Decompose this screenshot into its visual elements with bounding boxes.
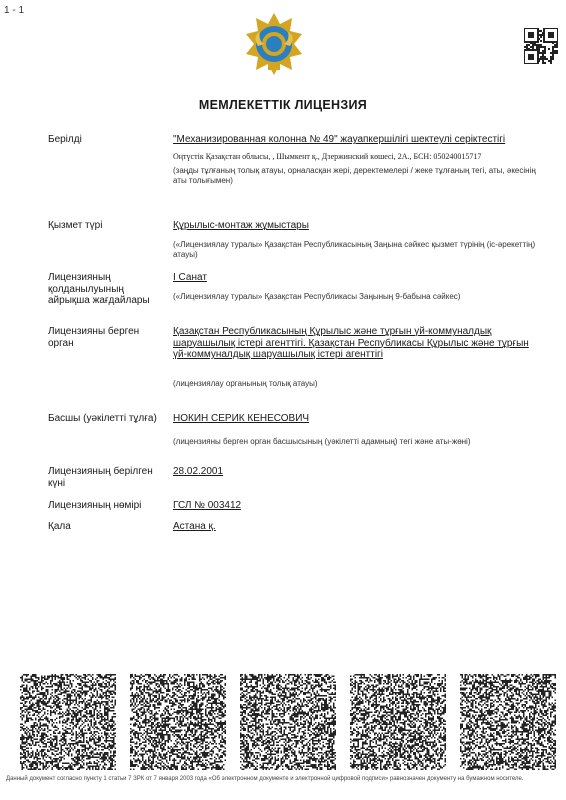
head-label: Басшы (уәкілетті тұлға) bbox=[48, 413, 157, 424]
head-value: НОКИН СЕРИК КЕНЕСОВИЧ bbox=[173, 413, 310, 424]
issued-to-value: "Механизированная колонна № 49" жауапкершілігі шектеулі серіктестігі bbox=[173, 134, 506, 145]
issuing-authority-value: Қазақстан Республикасының Құрылыс және тұрғын үй-коммуналдық шаруашылық істері агенттігі. Қазақстан Республикасы Құрылыс және тұрғын үй-коммуналдық шаруашылық істері агенттігі bbox=[173, 326, 529, 360]
activity-type-value: Құрылыс-монтаж жұмыстары bbox=[173, 220, 309, 231]
activity-type-label: Қызмет түрі bbox=[48, 220, 103, 231]
state-emblem-icon bbox=[244, 12, 304, 78]
activity-type-note: («Лицензиялау туралы» Қазақстан Республикасының Заңына сәйкес қызмет түрінің (іс-әрекеттің) атауы) bbox=[173, 239, 536, 259]
license-number-label: Лицензияның нөмірі bbox=[48, 500, 142, 511]
qr-code-icon bbox=[524, 28, 558, 64]
qr-code-icon bbox=[350, 674, 446, 770]
issued-to-address: Оңтүстік Қазақстан облысы, , Шымкент қ., Дзержинский көшесі, 2А., БСН: 050240015717 bbox=[173, 151, 482, 161]
special-conditions-note: («Лицензиялау туралы» Қазақстан Республикасы Заңының 9-бабына сәйкес) bbox=[173, 291, 461, 301]
head-note: (лицензияны берген орган басшысының (уәкілетті адамның) тегі және аты-жөні) bbox=[173, 436, 471, 446]
issued-to-note: (заңды тұлғаның толық атауы, орналасқан жері, деректемелері / жеке тұлғаның тегі, аты, әкесінің аты толығымен) bbox=[173, 165, 536, 185]
special-conditions-label: Лицензияның қолданылуының айрықша жағдайлары bbox=[48, 272, 150, 306]
qr-code-icon bbox=[240, 674, 336, 770]
issuing-authority-note: (лицензиялау органының толық атауы) bbox=[173, 378, 318, 388]
city-label: Қала bbox=[48, 521, 71, 532]
legal-footer: Данный документ согласно пункту 1 статьи 7 ЗРК от 7 января 2003 года «Об электронном документе и электронной цифровой подписи» равнозначен документу на бумажном носителе. bbox=[6, 776, 524, 782]
qr-code-icon bbox=[460, 674, 556, 770]
issued-to-label: Берілді bbox=[48, 134, 82, 145]
page-number: 1 - 1 bbox=[4, 5, 25, 16]
qr-code-icon bbox=[130, 674, 226, 770]
issuing-authority-label: Лицензияны берген орган bbox=[48, 326, 140, 349]
qr-code-icon bbox=[20, 674, 116, 770]
issue-date-value: 28.02.2001 bbox=[173, 466, 224, 477]
issue-date-label: Лицензияның берілген күні bbox=[48, 466, 153, 489]
license-number-value: ГСЛ № 003412 bbox=[173, 500, 242, 511]
qr-code-strip bbox=[20, 674, 556, 770]
special-conditions-value: I Санат bbox=[173, 272, 207, 283]
city-value: Астана қ. bbox=[173, 521, 216, 532]
page-title: МЕМЛЕКЕТТІК ЛИЦЕНЗИЯ bbox=[198, 98, 368, 112]
